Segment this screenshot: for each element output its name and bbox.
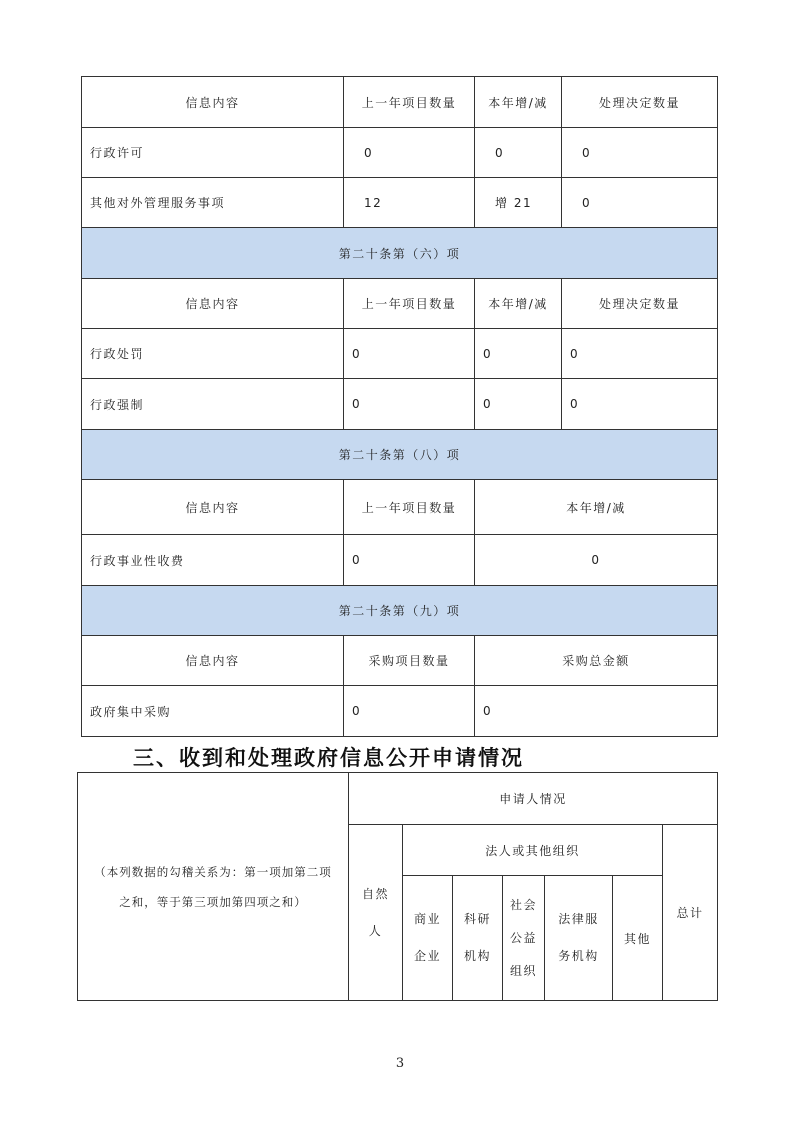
page-number: 3	[395, 1056, 405, 1071]
natural-person-line2: 人	[368, 923, 383, 938]
s9-header-info: 信息内容	[81, 635, 344, 686]
total-header: 总计	[662, 824, 718, 1001]
s6-row-coercion-decision: 0	[561, 378, 718, 430]
t1-row-other-info: 其他对外管理服务事项	[81, 177, 344, 228]
section-heading-part3: 三、收到和处理政府信息公开申请情况	[133, 746, 524, 770]
s6-row-penalty-change: 0	[474, 328, 562, 379]
t1-row-other-prev: 12	[343, 177, 475, 228]
s6-header-info: 信息内容	[81, 278, 344, 329]
s9-header-amount: 采购总金额	[474, 635, 718, 686]
research-institution-header	[452, 875, 503, 1001]
s9-row-procure-count: 0	[343, 685, 475, 737]
s9-header-count: 采购项目数量	[343, 635, 475, 686]
welfare-line1: 社会	[509, 897, 537, 912]
natural-person-header	[348, 824, 403, 1001]
s6-row-coercion-change: 0	[474, 378, 562, 430]
s6-header-change: 本年增/减	[474, 278, 562, 329]
s8-header-change: 本年增/减	[474, 479, 718, 535]
business-line2: 企业	[413, 949, 441, 963]
part3-note-line1: （本列数据的勾稽关系为：第一项加第二项	[94, 864, 332, 879]
applicant-header: 申请人情况	[348, 772, 718, 825]
section8-title: 第二十条第（八）项	[81, 429, 718, 480]
s8-row-fee-prev: 0	[343, 534, 475, 586]
research-line1: 科研	[463, 912, 491, 926]
section6-title: 第二十条第（六）项	[81, 227, 718, 279]
t1-row-permit-prev: 0	[343, 127, 475, 178]
section9-title: 第二十条第（九）项	[81, 585, 718, 636]
s6-row-penalty-decision: 0	[561, 328, 718, 379]
t1-row-permit-change: 0	[474, 127, 562, 178]
natural-person-line1: 自然	[361, 886, 389, 901]
legal-service-header	[544, 875, 613, 1001]
t1-header-change: 本年增/减	[474, 76, 562, 128]
s9-row-procure-info: 政府集中采购	[81, 685, 344, 737]
s8-row-fee-change: 0	[474, 534, 718, 586]
legal-service-line1: 法律服	[558, 912, 599, 926]
s6-row-penalty-info: 行政处罚	[81, 328, 344, 379]
s8-header-info: 信息内容	[81, 479, 344, 535]
part3-note-line2: 之和，等于第三项加第四项之和）	[119, 894, 307, 909]
s6-row-coercion-prev: 0	[343, 378, 475, 430]
t1-header-decision: 处理决定数量	[561, 76, 718, 128]
legal-service-line2: 务机构	[558, 949, 599, 963]
part3-note-cell	[77, 772, 349, 1001]
business-line1: 商业	[413, 912, 441, 926]
other-org-header: 其他	[612, 875, 663, 1001]
t1-header-prev: 上一年项目数量	[343, 76, 475, 128]
s6-row-penalty-prev: 0	[343, 328, 475, 379]
t1-row-other-change: 增 21	[474, 177, 562, 228]
t1-header-info: 信息内容	[81, 76, 344, 128]
s6-header-decision: 处理决定数量	[561, 278, 718, 329]
legal-org-header: 法人或其他组织	[402, 824, 663, 876]
t1-row-permit-info: 行政许可	[81, 127, 344, 178]
public-welfare-org-header	[502, 875, 545, 1001]
s8-row-fee-info: 行政事业性收费	[81, 534, 344, 586]
s6-row-coercion-info: 行政强制	[81, 378, 344, 430]
t1-row-permit-decision: 0	[561, 127, 718, 178]
welfare-line3: 组织	[509, 963, 537, 978]
t1-row-other-decision: 0	[561, 177, 718, 228]
welfare-line2: 公益	[509, 930, 537, 945]
research-line2: 机构	[463, 949, 491, 963]
s9-row-procure-amount: 0	[474, 685, 718, 737]
s8-header-prev: 上一年项目数量	[343, 479, 475, 535]
s6-header-prev: 上一年项目数量	[343, 278, 475, 329]
business-enterprise-header	[402, 875, 453, 1001]
